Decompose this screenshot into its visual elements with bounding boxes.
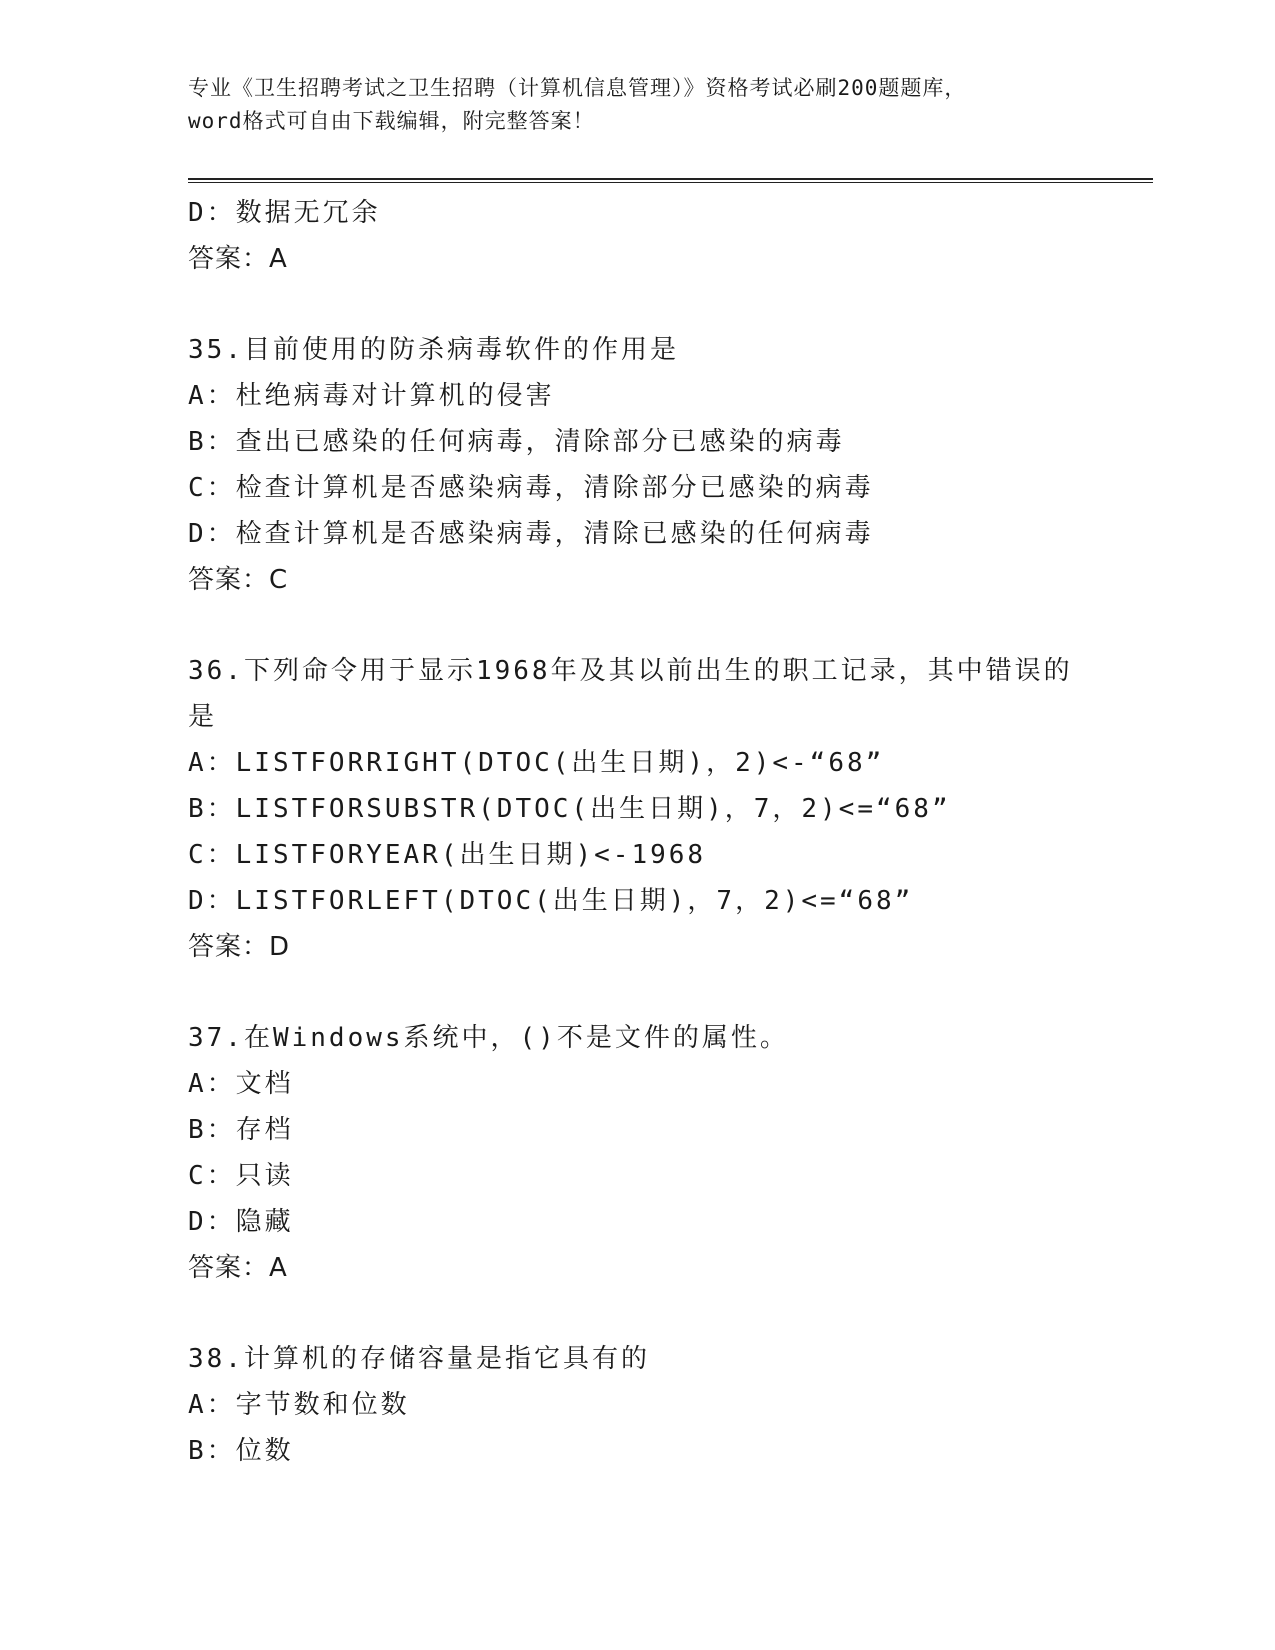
header-line-2: word格式可自由下载编辑，附完整答案！ bbox=[188, 109, 595, 133]
answer: 答案：C bbox=[188, 565, 289, 595]
spacer bbox=[188, 603, 1148, 648]
question-35 bbox=[188, 327, 1148, 603]
question-list bbox=[188, 190, 1148, 1474]
question-36 bbox=[188, 648, 1148, 970]
question-stem: 37.在Windows系统中，()不是文件的属性。 bbox=[188, 1023, 789, 1053]
question-37 bbox=[188, 1015, 1148, 1291]
option-c: C：LISTFORYEAR(出生日期)<-1968 bbox=[188, 840, 707, 870]
answer: 答案：A bbox=[188, 1253, 288, 1283]
question-38 bbox=[188, 1336, 1148, 1474]
option-a: A：文档 bbox=[188, 1069, 294, 1099]
spacer bbox=[188, 1291, 1148, 1336]
previous-question-tail bbox=[188, 190, 1148, 282]
option-d: D：数据无冗余 bbox=[188, 198, 381, 228]
spacer bbox=[188, 282, 1148, 327]
option-b: B：查出已感染的任何病毒，清除部分已感染的病毒 bbox=[188, 427, 845, 457]
option-a: A：杜绝病毒对计算机的侵害 bbox=[188, 381, 555, 411]
spacer bbox=[188, 970, 1148, 1015]
question-stem: 35.目前使用的防杀病毒软件的作用是 bbox=[188, 335, 679, 365]
option-c: C：只读 bbox=[188, 1161, 294, 1191]
question-stem-continuation: 是 bbox=[188, 702, 218, 732]
document-header bbox=[188, 72, 1088, 138]
header-divider bbox=[188, 178, 1153, 183]
header-line-1: 专业《卫生招聘考试之卫生招聘（计算机信息管理）》资格考试必刷200题题库， bbox=[188, 76, 967, 100]
answer: 答案：A bbox=[188, 244, 288, 274]
option-c: C：检查计算机是否感染病毒，清除部分已感染的病毒 bbox=[188, 473, 874, 503]
question-stem: 36.下列命令用于显示1968年及其以前出生的职工记录，其中错误的 bbox=[188, 656, 1073, 686]
option-b: B：存档 bbox=[188, 1115, 294, 1145]
question-stem: 38.计算机的存储容量是指它具有的 bbox=[188, 1344, 650, 1374]
option-d: D：隐藏 bbox=[188, 1207, 294, 1237]
option-d: D：检查计算机是否感染病毒，清除已感染的任何病毒 bbox=[188, 519, 874, 549]
option-d: D：LISTFORLEFT(DTOC(出生日期)，7，2)<=“68” bbox=[188, 886, 914, 916]
option-a: A：LISTFORRIGHT(DTOC(出生日期)，2)<-“68” bbox=[188, 748, 885, 778]
option-b: B：位数 bbox=[188, 1436, 294, 1466]
option-b: B：LISTFORSUBSTR(DTOC(出生日期)，7，2)<=“68” bbox=[188, 794, 951, 824]
answer: 答案：D bbox=[188, 932, 291, 962]
option-a: A：字节数和位数 bbox=[188, 1390, 410, 1420]
